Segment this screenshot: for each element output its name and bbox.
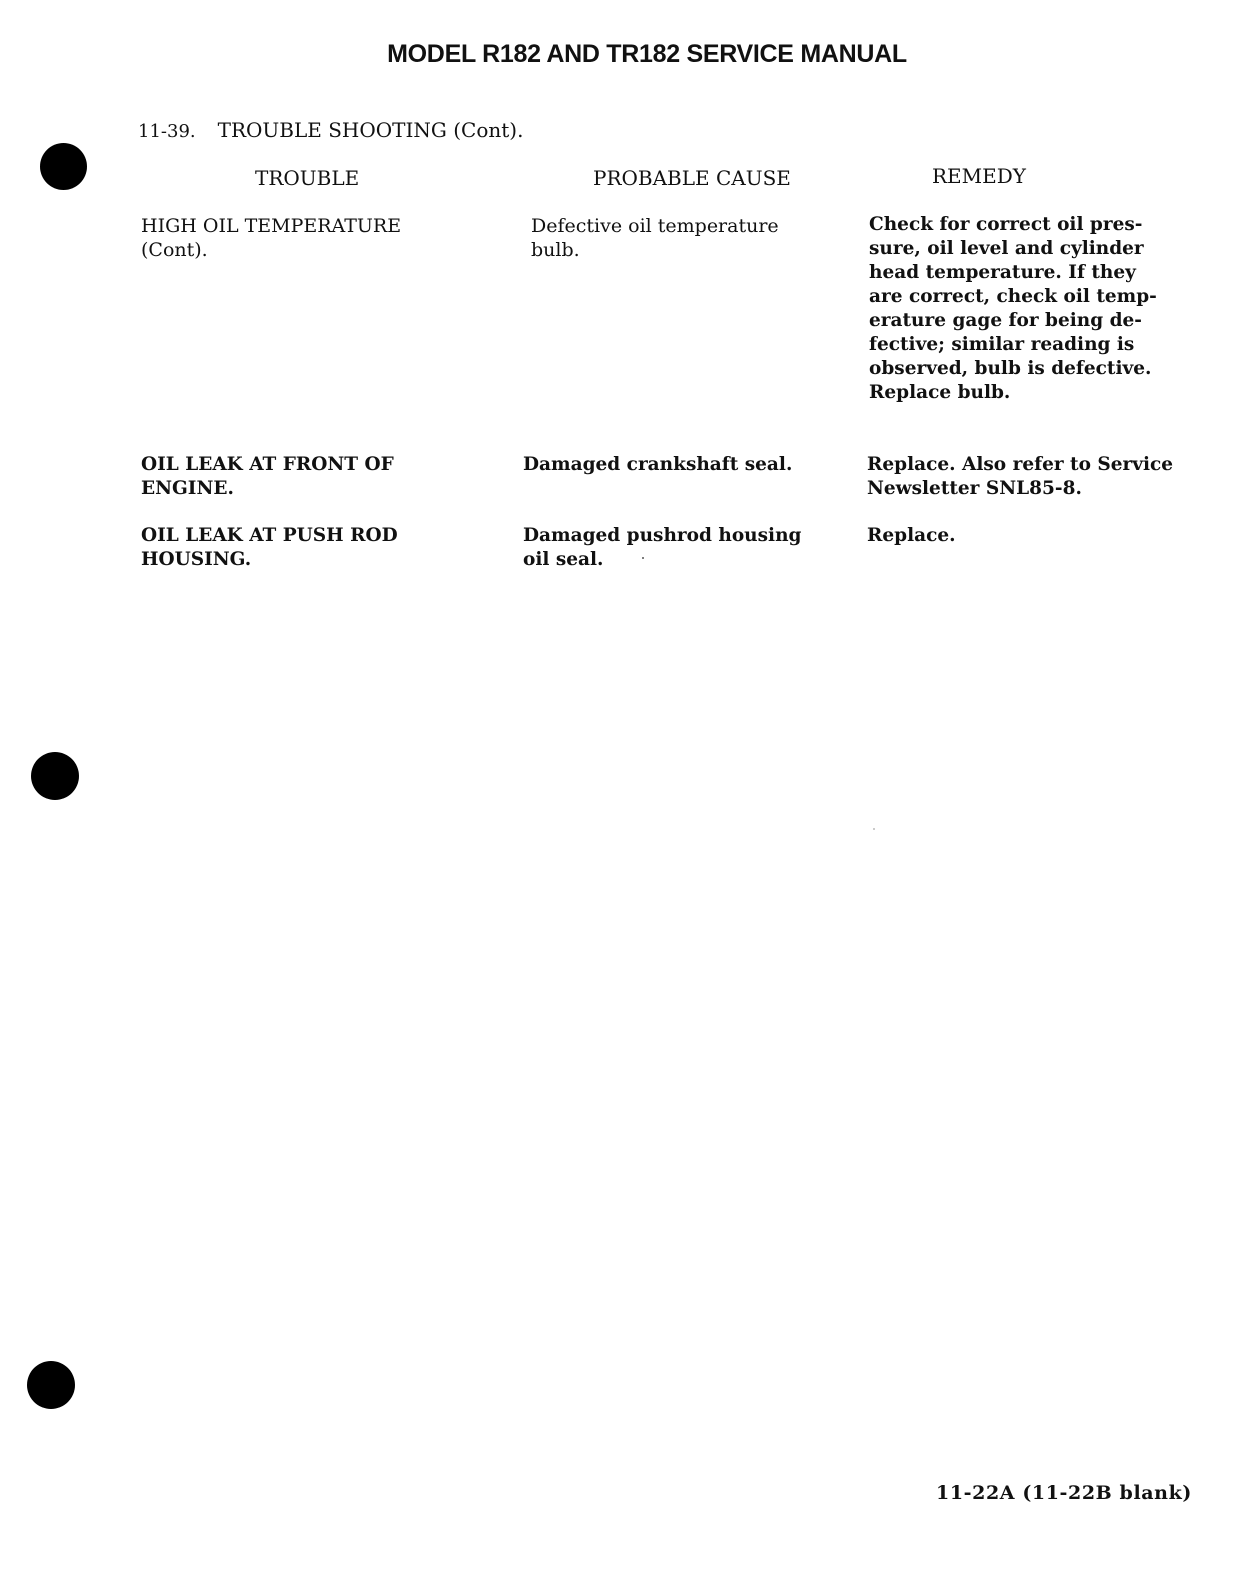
section-number: 11-39. [138, 121, 196, 142]
cause-cell: Defective oil temperature bulb. [531, 215, 779, 261]
trouble-cell: OIL LEAK AT PUSH ROD HOUSING. [141, 525, 398, 570]
section-heading [138, 118, 523, 142]
trouble-cell: HIGH OIL TEMPERATURE (Cont). [141, 215, 402, 261]
column-header-trouble: TROUBLE [255, 166, 360, 190]
scan-speck [642, 557, 644, 559]
scan-speck [873, 828, 875, 830]
trouble-cell: OIL LEAK AT FRONT OF ENGINE. [141, 454, 394, 499]
binder-hole-bottom [27, 1361, 75, 1409]
binder-hole-top [40, 143, 87, 190]
column-header-remedy: REMEDY [932, 164, 1026, 188]
column-header-probable-cause: PROBABLE CAUSE [593, 166, 791, 190]
section-title: TROUBLE SHOOTING (Cont). [217, 118, 524, 142]
remedy-cell: Check for correct oil pres- sure, oil level and cylinder head temperature. If they are correct, check oil temp- erature gage for being de- fective; similar reading is observed, bulb is defective. Replace bulb. [869, 214, 1157, 403]
cause-cell: Damaged pushrod housing oil seal. [523, 525, 802, 570]
remedy-cell: Replace. Also refer to Service Newsletter SNL85-8. [867, 454, 1174, 499]
binder-hole-middle [31, 752, 79, 800]
manual-title: MODEL R182 AND TR182 SERVICE MANUAL [387, 40, 907, 68]
cause-cell: Damaged crankshaft seal. [523, 454, 793, 475]
remedy-cell: Replace. [867, 525, 956, 546]
page-number: 11-22A (11-22B blank) [936, 1482, 1192, 1504]
